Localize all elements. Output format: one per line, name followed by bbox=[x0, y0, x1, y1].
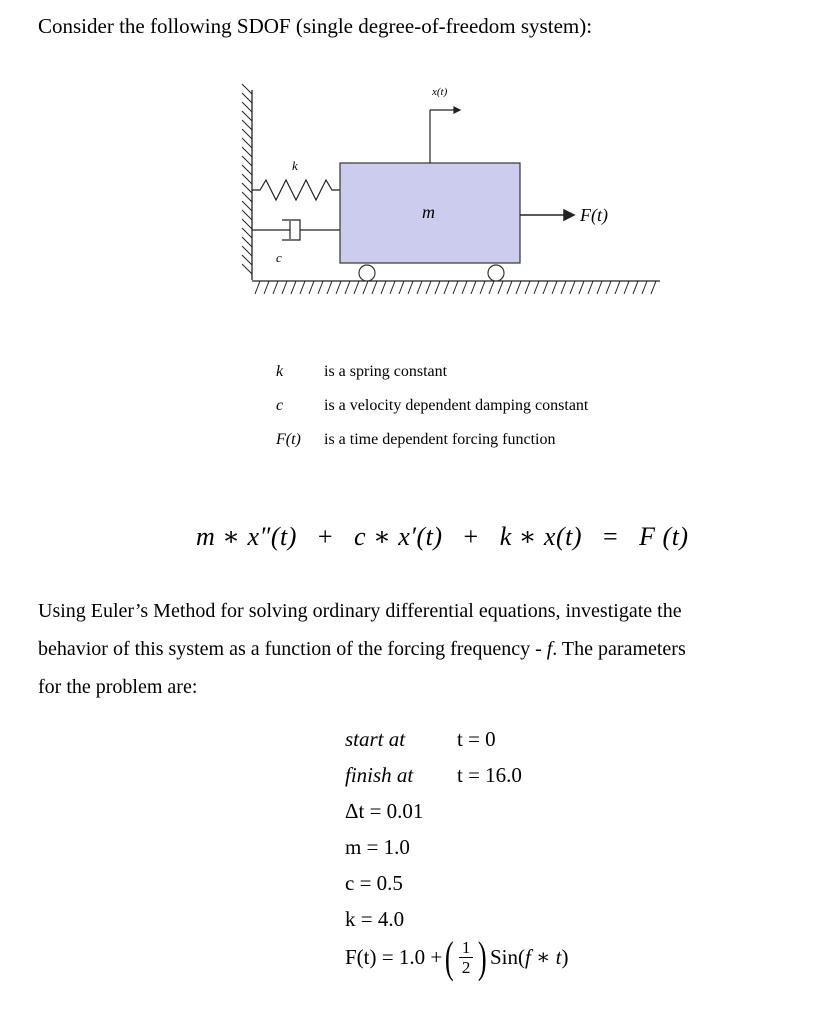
mass-label: m bbox=[422, 202, 435, 222]
equation-plus: + bbox=[317, 522, 334, 551]
right-paren: ) bbox=[478, 933, 488, 982]
force-function-sin: Sin( bbox=[490, 945, 526, 969]
equation-term-spring: k ∗ x(t) bbox=[499, 522, 582, 551]
param-m: m = 1.0 bbox=[345, 835, 410, 859]
fraction-one-half bbox=[459, 938, 474, 977]
force-function-lhs: F(t) = 1.0 + bbox=[345, 945, 443, 969]
sdof-diagram bbox=[230, 80, 670, 310]
param-c: c = 0.5 bbox=[345, 871, 403, 895]
definition-symbol: k bbox=[276, 363, 284, 380]
displacement-label: x(t) bbox=[432, 86, 448, 98]
param-k: k = 4.0 bbox=[345, 907, 405, 931]
wheel-right bbox=[488, 265, 504, 281]
intro-sentence: Consider the following SDOF (single degree-of-freedom system): bbox=[38, 14, 593, 38]
paragraph-line: Using Euler’s Method for solving ordinary differential equations, investigate the bbox=[38, 600, 682, 622]
spring-label: k bbox=[292, 158, 298, 173]
equation-equals: = bbox=[602, 522, 619, 551]
definition-text: is a velocity dependent damping constant bbox=[324, 397, 589, 414]
problem-paragraph bbox=[38, 592, 837, 706]
force-arrow bbox=[520, 210, 574, 220]
damper bbox=[252, 220, 340, 240]
spring bbox=[252, 180, 340, 200]
frequency-symbol: f bbox=[546, 638, 553, 660]
definition-text: is a spring constant bbox=[324, 363, 448, 380]
equation-term-damping: c ∗ x′(t) bbox=[354, 522, 443, 551]
paragraph-text: behavior of this system as a function of the forcing frequency - bbox=[38, 638, 547, 660]
wheel-left bbox=[359, 265, 375, 281]
paragraph-text: . The parameters bbox=[552, 638, 686, 660]
fraction-denominator: 2 bbox=[461, 958, 471, 977]
definition-symbol: F(t) bbox=[276, 431, 301, 448]
param-finish bbox=[345, 763, 522, 788]
fraction-numerator: 1 bbox=[459, 938, 474, 958]
param-start-label: start at bbox=[345, 727, 406, 751]
definition-text: is a time dependent forcing function bbox=[324, 431, 556, 448]
param-force-function bbox=[345, 932, 568, 983]
paragraph-line bbox=[38, 630, 837, 668]
equation-plus: + bbox=[463, 522, 479, 551]
param-start bbox=[345, 727, 496, 752]
equation-rhs: F (t) bbox=[639, 522, 689, 551]
wall bbox=[242, 84, 252, 280]
ground bbox=[252, 281, 660, 294]
force-function-arg: f ∗ t bbox=[525, 945, 562, 969]
damper-label: c bbox=[276, 250, 282, 265]
param-start-value: t = 0 bbox=[457, 727, 496, 751]
force-label: F(t) bbox=[580, 205, 608, 225]
left-paren: ( bbox=[445, 933, 454, 982]
param-dt: Δt = 0.01 bbox=[345, 799, 424, 823]
param-finish-value: t = 16.0 bbox=[457, 763, 522, 787]
equation-term-mass: m ∗ x″(t) bbox=[196, 522, 297, 551]
paragraph-line: for the problem are: bbox=[38, 676, 198, 698]
displacement-arrow bbox=[430, 107, 460, 163]
force-function-close: ) bbox=[561, 945, 569, 969]
definition-symbol: c bbox=[276, 397, 284, 414]
equation-of-motion bbox=[196, 522, 689, 552]
param-finish-label: finish at bbox=[345, 763, 414, 787]
